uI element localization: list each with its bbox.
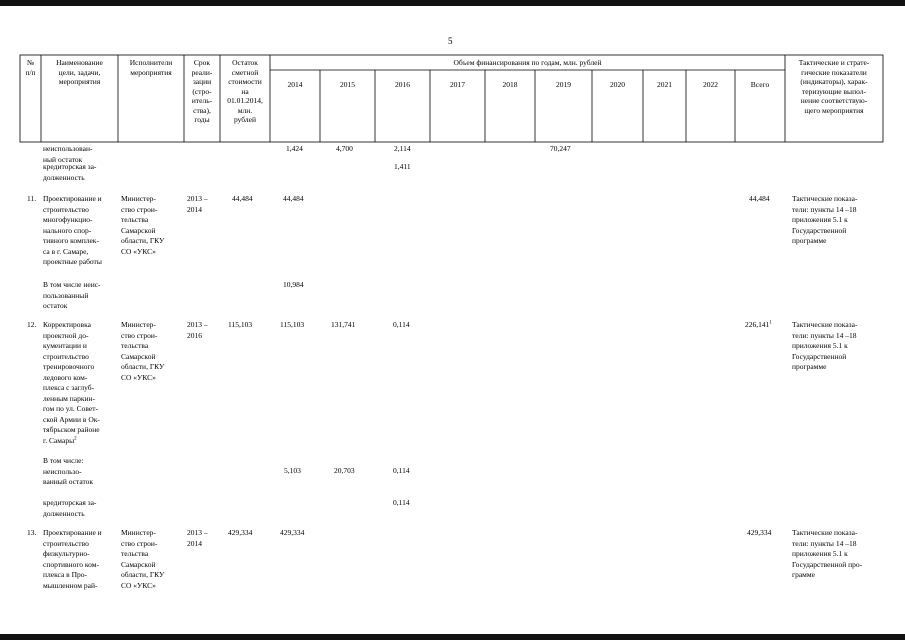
- header-year-2018: 2018: [502, 80, 518, 89]
- row-11-num: 11.: [27, 194, 37, 203]
- row-13-executor: Министер- ство строи- тельства Самарской области, ГКУ СО «УКС»: [121, 528, 165, 590]
- row-12-sub-2015: 20,703: [334, 466, 355, 475]
- header-year-2014: 2014: [287, 80, 303, 89]
- header-year-2022: 2022: [703, 80, 718, 89]
- header-year-2021: 2021: [657, 80, 672, 89]
- header-indicators: Тактические и страте- гические показатели (индикаторы), харак- теризующие выпол- нение соответствую- щего мероприятия: [798, 58, 870, 115]
- row-12-creditor-2016: 0,114: [393, 498, 410, 507]
- row-11-indicator: Тактические показа- тели: пункты 14 –18 приложения 5.1 к Государственной программе: [792, 194, 858, 245]
- row-cont-2014: 1,424: [286, 144, 303, 153]
- row-cont-name: неиспользован- ный остаток: [43, 144, 93, 164]
- row-12-2015: 131,741: [331, 320, 356, 329]
- row-cont-creditor-name: кредиторская за- долженность: [43, 162, 97, 182]
- row-12-total: [745, 320, 772, 331]
- row-12-sub-2014: 5,103: [284, 466, 301, 475]
- row-13-term: 2013 – 2014: [187, 528, 208, 548]
- row-11-total: 44,484: [749, 194, 770, 203]
- row-13-remainder: 429,334: [228, 528, 253, 537]
- row-cont-2019: 70,247: [550, 144, 571, 153]
- row-12-footnote: 2: [74, 436, 77, 441]
- row-11-term: 2013 – 2014: [187, 194, 208, 214]
- row-11-sub-2014: 10,984: [283, 280, 304, 289]
- row-12-indicator: Тактические показа- тели: пункты 14 –18 приложения 5.1 к Государственной программе: [792, 320, 858, 371]
- row-13-total: 429,334: [747, 528, 772, 537]
- row-11-name: Проектирование и строительство многофункцио- нального спор- тивного комплек- са в г. Самаре, проектные работы: [43, 194, 102, 266]
- row-12-name: [43, 320, 100, 446]
- row-12-creditor-name: кредиторская за- долженность: [43, 498, 97, 518]
- row-11-2014: 44,484: [283, 194, 304, 203]
- row-cont-2015: 4,700: [336, 144, 353, 153]
- row-11-executor: Министер- ство строи- тельства Самарской области, ГКУ СО «УКС»: [121, 194, 165, 256]
- row-12-2014: 115,103: [280, 320, 305, 329]
- row-12-executor: Министер- ство строи- тельства Самарской области, ГКУ СО «УКС»: [121, 320, 165, 382]
- header-year-2019: 2019: [556, 80, 571, 89]
- row-13-indicator: Тактические показа- тели: пункты 14 –18 приложения 5.1 к Государственной про- грамме: [792, 528, 863, 579]
- row-13-2014: 429,334: [280, 528, 305, 537]
- row-11-remainder: 44,484: [232, 194, 253, 203]
- row-12-sub-name: В том числе: неиспользо- ванный остаток: [43, 456, 94, 486]
- row-12-sub-2016: 0,114: [393, 466, 410, 475]
- row-13-name: Проектирование и строительство физкультурно- спортивного ком- плекса в Про- мышленном рай-: [43, 528, 102, 590]
- header-year-2015: 2015: [340, 80, 355, 89]
- header-remainder: Остаток сметной стоимости на 01.01.2014, млн. рублей: [227, 58, 263, 124]
- header-year-2016: 2016: [395, 80, 410, 89]
- header-executors: Исполнители мероприятия: [129, 58, 173, 77]
- row-13-num: 13.: [27, 528, 37, 537]
- row-12-name-text: Корректировка проектной до- кументации и строительство тренировочного ледового ком- плекса с заглуб- ленным паркин- гом по ул. Совет- ской Армии в Ок- тябрьском районе г. Самары: [43, 320, 100, 445]
- row-cont-creditor-2016: 1,411: [394, 162, 411, 171]
- row-12-total-value: 226,141: [745, 320, 770, 329]
- row-11-sub-name: В том числе неис- пользованный остаток: [43, 280, 101, 310]
- row-cont-2016: 2,114: [394, 144, 411, 153]
- row-12-2016: 0,114: [393, 320, 410, 329]
- header-name: Наименование цели, задачи, мероприятия: [56, 58, 103, 86]
- bottom-border: [0, 634, 905, 640]
- header-year-2017: 2017: [450, 80, 465, 89]
- page-number: 5: [448, 36, 453, 46]
- header-num: № п/п: [25, 58, 36, 77]
- header-year-2020: 2020: [610, 80, 625, 89]
- header-financing: Объем финансирования по годам, млн. рублей: [453, 58, 602, 67]
- row-12-total-footnote: 1: [769, 320, 772, 326]
- header-term: Срок реали- зации (стро- итель- ства), годы: [191, 58, 213, 124]
- row-12-num: 12.: [27, 320, 37, 329]
- row-12-remainder: 115,103: [228, 320, 253, 329]
- row-12-term: 2013 – 2016: [187, 320, 208, 340]
- header-total: Всего: [750, 80, 770, 89]
